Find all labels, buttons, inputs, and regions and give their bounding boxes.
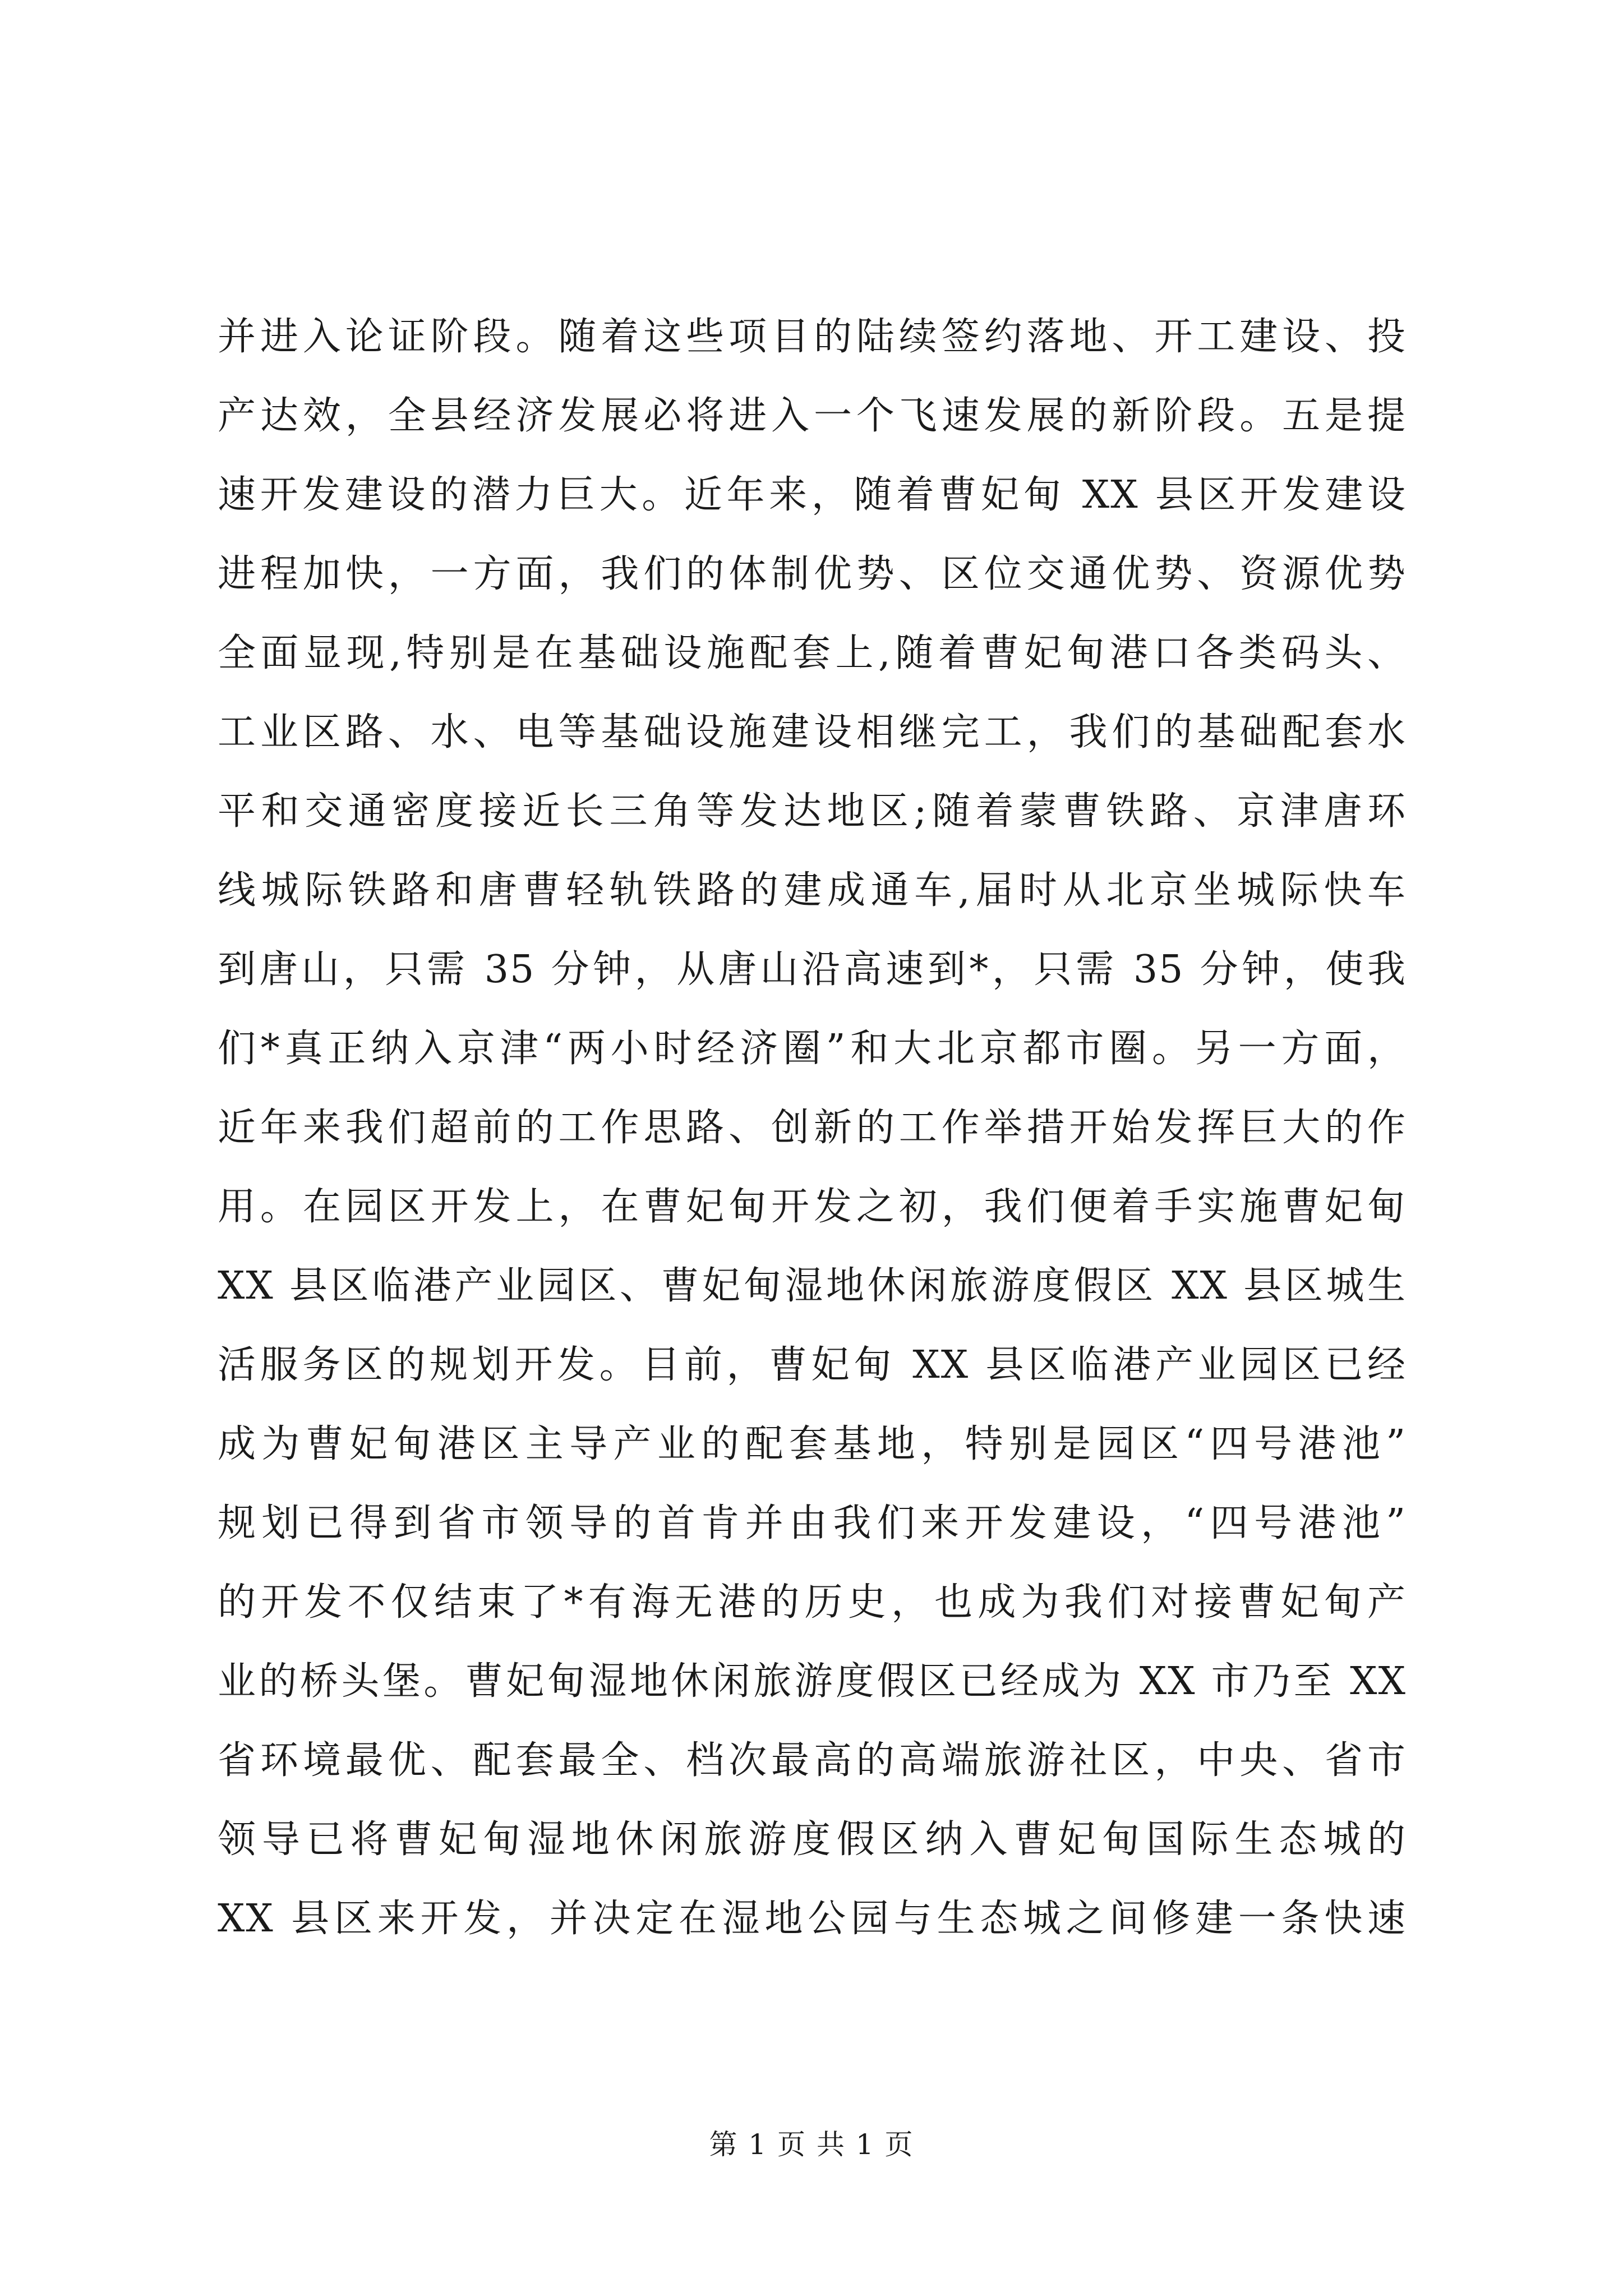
text-line: 平和交通密度接近长三角等发达地区;随着蒙曹铁路、京津唐环	[218, 789, 1407, 834]
text-line: 用。在园区开发上，在曹妃甸开发之初，我们便着手实施曹妃甸	[218, 1185, 1407, 1229]
text-line: 到唐山，只需 35 分钟，从唐山沿高速到*，只需 35 分钟，使我	[218, 947, 1407, 992]
text-line: 工业区路、水、电等基础设施建设相继完工，我们的基础配套水	[218, 710, 1407, 754]
text-line: 速开发建设的潜力巨大。近年来，随着曹妃甸 XX 县区开发建设	[218, 473, 1407, 517]
text-line: 并进入论证阶段。随着这些项目的陆续签约落地、开工建设、投	[218, 315, 1407, 359]
text-line: 的开发不仅结束了*有海无港的历史，也成为我们对接曹妃甸产	[218, 1580, 1407, 1625]
text-line: 领导已将曹妃甸湿地休闲旅游度假区纳入曹妃甸国际生态城的	[218, 1818, 1407, 1862]
text-line: 活服务区的规划开发。目前，曹妃甸 XX 县区临港产业园区已经	[218, 1343, 1407, 1387]
text-line: XX 县区来开发，并决定在湿地公园与生态城之间修建一条快速	[218, 1897, 1407, 1941]
text-line: XX 县区临港产业园区、曹妃甸湿地休闲旅游度假区 XX 县区城生	[218, 1264, 1407, 1308]
text-line: 们*真正纳入京津“两小时经济圈”和大北京都市圈。另一方面，	[218, 1027, 1407, 1071]
page-footer: 第 1 页 共 1 页	[709, 2128, 914, 2161]
text-line: 成为曹妃甸港区主导产业的配套基地，特别是园区“四号港池”	[218, 1422, 1407, 1466]
body-text	[218, 297, 1407, 1958]
text-line: 进程加快，一方面，我们的体制优势、区位交通优势、资源优势	[218, 552, 1407, 596]
text-line: 业的桥头堡。曹妃甸湿地休闲旅游度假区已经成为 XX 市乃至 XX	[218, 1659, 1407, 1704]
text-line: 全面显现,特别是在基础设施配套上,随着曹妃甸港口各类码头、	[218, 631, 1407, 675]
text-line: 省环境最优、配套最全、档次最高的高端旅游社区，中央、省市	[218, 1738, 1407, 1783]
text-line: 产达效，全县经济发展必将进入一个飞速发展的新阶段。五是提	[218, 394, 1407, 438]
text-line: 规划已得到省市领导的首肯并由我们来开发建设，“四号港池”	[218, 1501, 1407, 1545]
text-line: 线城际铁路和唐曹轻轨铁路的建成通车,届时从北京坐城际快车	[218, 868, 1407, 913]
text-line: 近年来我们超前的工作思路、创新的工作举措开始发挥巨大的作	[218, 1106, 1407, 1150]
